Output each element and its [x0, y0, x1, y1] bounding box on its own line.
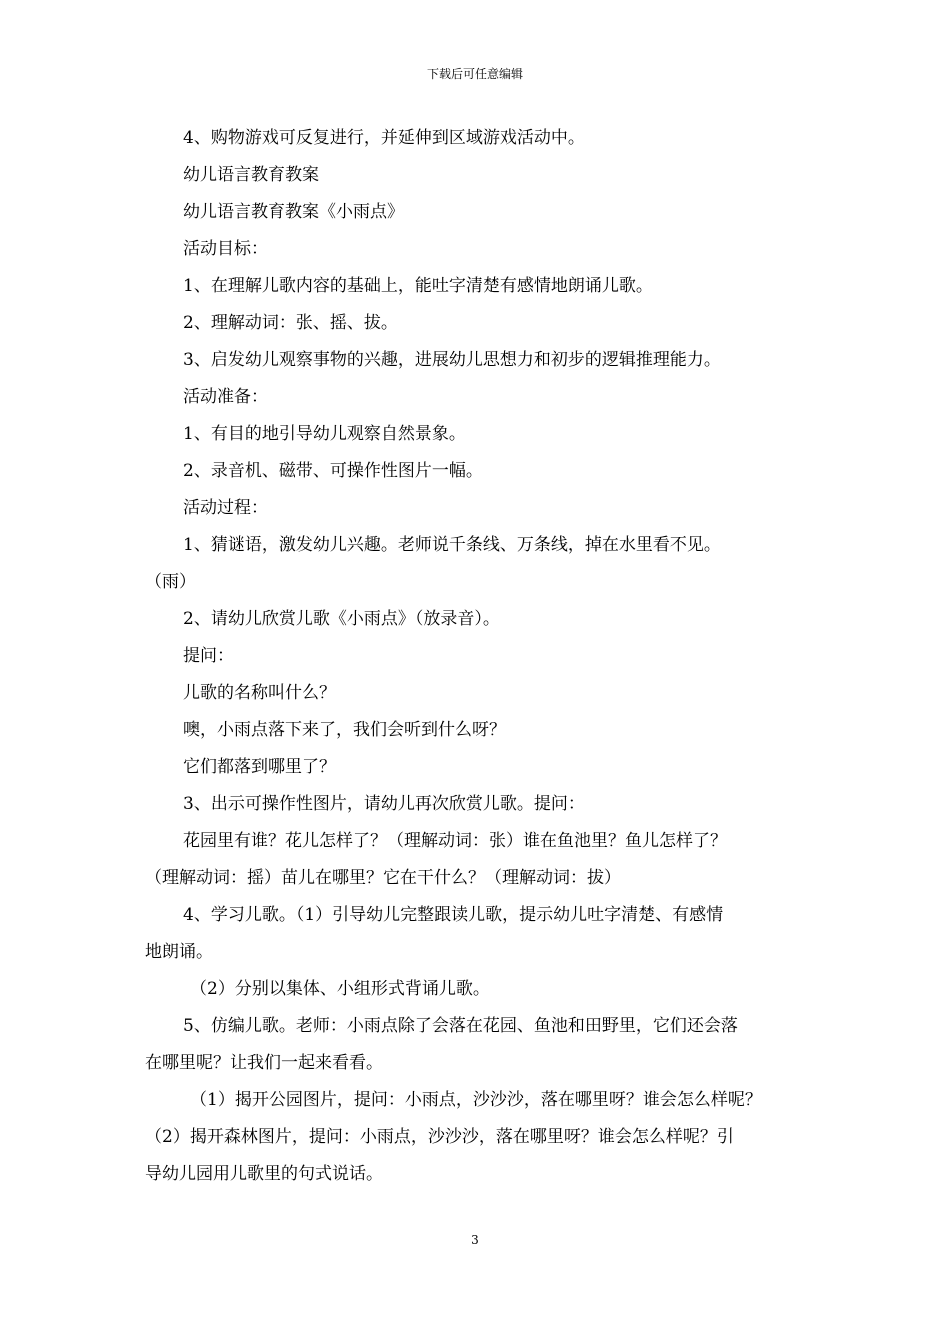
text-line: （理解动词：摇）苗儿在哪里？它在干什么？（理解动词：拔） — [145, 868, 621, 888]
text-line: 活动目标： — [183, 239, 268, 259]
text-line: 4、购物游戏可反复进行，并延伸到区域游戏活动中。 — [183, 128, 585, 148]
text-line: 地朗诵。 — [145, 942, 213, 962]
text-line: 儿歌的名称叫什么？ — [183, 683, 336, 703]
text-line: 2、录音机、磁带、可操作性图片一幅。 — [183, 461, 483, 481]
text-line: 活动准备： — [183, 387, 268, 407]
document-body — [145, 120, 815, 1193]
text-line: 活动过程： — [183, 498, 268, 518]
text-line: 它们都落到哪里了？ — [183, 757, 336, 777]
text-line: 1、在理解儿歌内容的基础上，能吐字清楚有感情地朗诵儿歌。 — [183, 276, 653, 296]
text-line: （2）分别以集体、小组形式背诵儿歌。 — [190, 979, 490, 999]
text-line: 5、仿编儿歌。老师：小雨点除了会落在花园、鱼池和田野里，它们还会落 — [183, 1016, 738, 1036]
text-line: 幼儿语言教育教案 — [183, 165, 319, 185]
text-line: （2）揭开森林图片，提问：小雨点，沙沙沙，落在哪里呀？谁会怎么样呢？引 — [145, 1127, 734, 1147]
text-line: （1）揭开公园图片，提问：小雨点，沙沙沙，落在哪里呀？谁会怎么样呢？ — [190, 1090, 762, 1110]
text-line: 1、有目的地引导幼儿观察自然景象。 — [183, 424, 466, 444]
text-line: 3、出示可操作性图片，请幼儿再次欣赏儿歌。提问： — [183, 794, 585, 814]
text-line: 幼儿语言教育教案《小雨点》 — [183, 202, 404, 222]
text-line: 噢，小雨点落下来了，我们会听到什么呀？ — [183, 720, 506, 740]
text-line: 花园里有谁？花儿怎样了？（理解动词：张）谁在鱼池里？鱼儿怎样了？ — [183, 831, 727, 851]
text-line: 1、猜谜语，激发幼儿兴趣。老师说千条线、万条线，掉在水里看不见。 — [183, 535, 721, 555]
text-line: 2、理解动词：张、摇、拔。 — [183, 313, 398, 333]
text-line: （雨） — [145, 572, 196, 592]
text-line: 导幼儿园用儿歌里的句式说话。 — [145, 1164, 383, 1184]
text-line: 在哪里呢？让我们一起来看看。 — [145, 1053, 383, 1073]
text-line: 3、启发幼儿观察事物的兴趣，进展幼儿思想力和初步的逻辑推理能力。 — [183, 350, 721, 370]
page-header: 下载后可任意编辑 — [426, 67, 523, 81]
page-number: 3 — [471, 1233, 479, 1247]
text-line: 4、学习儿歌。（1）引导幼儿完整跟读儿歌，提示幼儿吐字清楚、有感情 — [183, 905, 724, 925]
text-line: 提问： — [183, 646, 234, 666]
text-line: 2、请幼儿欣赏儿歌《小雨点》（放录音）。 — [183, 609, 500, 629]
